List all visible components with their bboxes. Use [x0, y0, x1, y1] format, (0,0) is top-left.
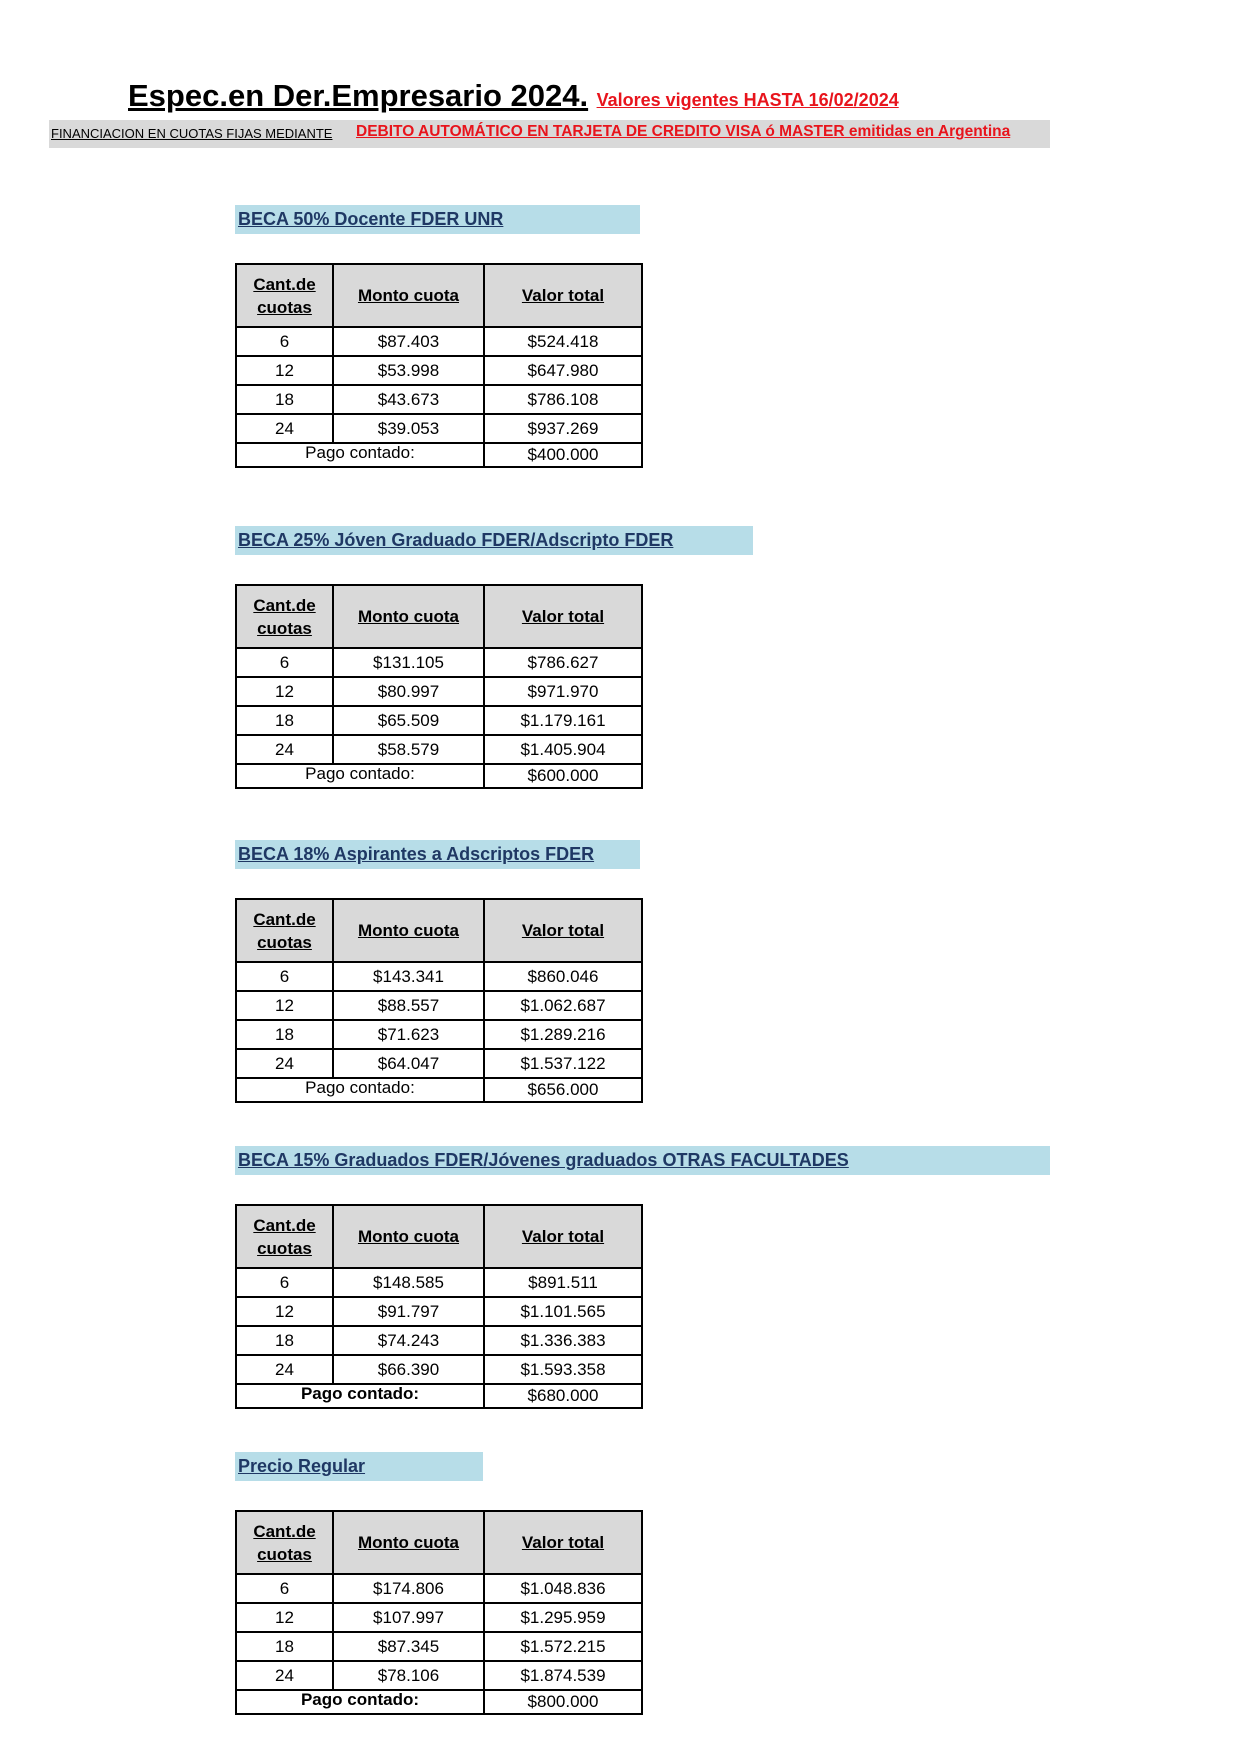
table-row: 12 $53.998 $647.980	[236, 356, 642, 385]
contado-label: Pago contado:	[236, 764, 484, 788]
table-row: 12 $107.997 $1.295.959	[236, 1603, 642, 1632]
col-header-valor: Valor total	[484, 585, 642, 648]
table-row: 24 $78.106 $1.874.539	[236, 1661, 642, 1690]
col-header-monto: Monto cuota	[333, 264, 484, 327]
table-row: 18 $74.243 $1.336.383	[236, 1326, 642, 1355]
contado-row	[236, 1384, 642, 1408]
financing-method: DEBITO AUTOMÁTICO EN TARJETA DE CREDITO VISA ó MASTER emitidas en Argentina	[356, 123, 1011, 140]
table-header-row	[236, 585, 642, 648]
contado-label: Pago contado:	[236, 1078, 484, 1102]
contado-value: $656.000	[484, 1078, 642, 1102]
table-row: 12 $88.557 $1.062.687	[236, 991, 642, 1020]
col-header-cant: Cant.de cuotas	[236, 1511, 333, 1574]
cuotas-table	[235, 584, 643, 789]
col-header-cant: Cant.de cuotas	[236, 1205, 333, 1268]
contado-value: $800.000	[484, 1690, 642, 1714]
table-row: 6 $87.403 $524.418	[236, 327, 642, 356]
col-header-monto: Monto cuota	[333, 585, 484, 648]
col-header-valor: Valor total	[484, 899, 642, 962]
table-row: 6 $148.585 $891.511	[236, 1268, 642, 1297]
contado-value: $600.000	[484, 764, 642, 788]
cuotas-table	[235, 898, 643, 1103]
contado-label: Pago contado:	[236, 443, 484, 467]
section-title: Precio Regular	[235, 1452, 483, 1481]
contado-row	[236, 443, 642, 467]
contado-value: $400.000	[484, 443, 642, 467]
table-header-row	[236, 899, 642, 962]
section-precio-regular	[235, 1452, 643, 1715]
table-row: 24 $66.390 $1.593.358	[236, 1355, 642, 1384]
section-title: BECA 25% Jóven Graduado FDER/Adscripto FDER	[235, 526, 753, 555]
col-header-cant: Cant.de cuotas	[236, 264, 333, 327]
document-title: Espec.en Der.Empresario 2024.	[128, 78, 589, 113]
table-row: 12 $91.797 $1.101.565	[236, 1297, 642, 1326]
section-beca-18	[235, 840, 643, 1103]
table-row: 24 $39.053 $937.269	[236, 414, 642, 443]
col-header-cant: Cant.de cuotas	[236, 899, 333, 962]
section-beca-15	[235, 1146, 1050, 1409]
contado-row	[236, 1690, 642, 1714]
col-header-valor: Valor total	[484, 1205, 642, 1268]
table-header-row	[236, 264, 642, 327]
cuotas-table	[235, 1510, 643, 1715]
validity-notice: Valores vigentes HASTA 16/02/2024	[596, 90, 899, 110]
contado-label: Pago contado:	[236, 1690, 484, 1714]
contado-row	[236, 764, 642, 788]
section-title: BECA 18% Aspirantes a Adscriptos FDER	[235, 840, 640, 869]
table-row: 24 $58.579 $1.405.904	[236, 735, 642, 764]
section-beca-25	[235, 526, 753, 789]
contado-value: $680.000	[484, 1384, 642, 1408]
document-title-line	[128, 78, 899, 114]
financing-prefix: FINANCIACION EN CUOTAS FIJAS MEDIANTE	[51, 126, 333, 141]
table-row: 18 $65.509 $1.179.161	[236, 706, 642, 735]
table-row: 6 $174.806 $1.048.836	[236, 1574, 642, 1603]
table-row: 6 $143.341 $860.046	[236, 962, 642, 991]
table-row: 24 $64.047 $1.537.122	[236, 1049, 642, 1078]
contado-label: Pago contado:	[236, 1384, 484, 1408]
table-header-row	[236, 1205, 642, 1268]
financing-banner	[49, 120, 1050, 148]
col-header-monto: Monto cuota	[333, 899, 484, 962]
section-beca-50	[235, 205, 643, 468]
col-header-valor: Valor total	[484, 1511, 642, 1574]
table-row: 18 $43.673 $786.108	[236, 385, 642, 414]
table-header-row	[236, 1511, 642, 1574]
col-header-valor: Valor total	[484, 264, 642, 327]
col-header-monto: Monto cuota	[333, 1205, 484, 1268]
col-header-monto: Monto cuota	[333, 1511, 484, 1574]
table-row: 6 $131.105 $786.627	[236, 648, 642, 677]
section-title: BECA 50% Docente FDER UNR	[235, 205, 640, 234]
table-row: 18 $87.345 $1.572.215	[236, 1632, 642, 1661]
contado-row	[236, 1078, 642, 1102]
table-row: 18 $71.623 $1.289.216	[236, 1020, 642, 1049]
section-title: BECA 15% Graduados FDER/Jóvenes graduados OTRAS FACULTADES	[235, 1146, 1050, 1175]
table-row: 12 $80.997 $971.970	[236, 677, 642, 706]
col-header-cant: Cant.de cuotas	[236, 585, 333, 648]
cuotas-table	[235, 1204, 643, 1409]
cuotas-table	[235, 263, 643, 468]
